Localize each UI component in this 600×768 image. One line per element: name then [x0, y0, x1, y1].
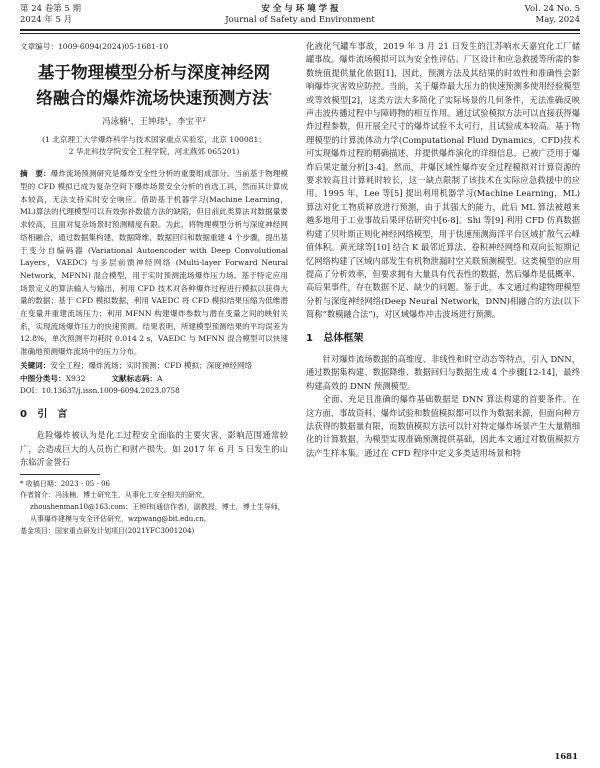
section-1-number: 1 [306, 332, 313, 344]
section-1-title: 总体框架 [323, 332, 364, 344]
title-line-1: 基于物理模型分析与深度神经网 [37, 63, 271, 83]
article-title [20, 61, 288, 110]
clc-value: X932 [65, 373, 86, 383]
abstract-text: 爆炸流场预测研究是爆炸安全性分析的重要组成部分。当前基于物理模型的 CFD 模拟已成为复杂空间下爆炸场景安全分析的首选工具，然而其计算成本较高，无法支持实时安全响应。借助基于机器学习(Machine Learning，ML)算法的代理模型可以有效弥补数值方法的缺陷，但目前此类算法对数据量要求较高，且面对复杂场景时预测精度有限。为此，将物理模型分析与深度神经网络相融合，通过数据集构建、数据降维、数据回归和数据重建 4 个步骤，提出基于变分自编码器 (Variational Autoencoder with Deep Convolutional Layers，VAEDC) 与多层前馈神经网络 (Multi-layer Forward Neural Network，MFNN) 混合模型，用于实时预测流场爆炸压力场。基于特定应用场景定义的算法输入与输出，利用 CFD 技术对各种爆炸过程进行模拟以获得大量的数据；基于 CFD 模拟数据，利用 VAEDC 将 CFD 模拟结果压缩为低维潜在变量并重建流场压力；利用 MFNN 构建爆炸参数与潜在变量之间的映射关系，实现流场爆炸压力的快速预测。结果表明，所建模型预测结果的平均误差为 12.8%，单次预测平均耗时 0.014 2 s，VAEDC 与 MFNN 混合模型可以快速准确地预测爆炸流场中的压力分布。 [20, 169, 288, 357]
footnote-fund: 基金项目：国家重点研发计划项目(2021YFC3001204) [20, 526, 195, 535]
section-0-title: 引 言 [37, 409, 68, 420]
affiliations [20, 134, 288, 158]
framework-paragraph-2: 全面、充足且准确的爆炸基础数据是 DNN 算法构建的首要条件。在这方面，事故资料、爆炸试验和数值模拟都可以作为数据来源，但面向种方法获得的数据量有限，而数值模拟方法可以针对特定爆炸场景产生大量精细化的计算数据，为模型实现准确预测提供基础，因此本文通过对数值模拟方法产生样本集。通过在 CFD 程序中定义多类适用场景和特 [306, 394, 580, 458]
intro-continued-paragraph: 化液化气罐车事故，2019 年 3 月 21 日发生的江苏响水天嘉宜化工厂储罐事故。爆炸流场模拟可以为安全性评估、厂区设计和应急救援等所需的参数统值提供量化依据[1]，因此，预测方法及其结果的时效性和准确性会影响爆炸灾害效应防控。当前，关于爆炸最大压力的快速预测多使用经验模型或等效模型[2]，这类方法大多简化了实际场景的几何条件，无法准确反映声击波传播过程中与障碍物的相互作用。通过试验模拟方法可以直接获得爆炸过程参数，但开展全尺寸的爆炸试验不太可行，且试验成本较高。基于物理模型的计算流体动力学(Computational Fluid Dynamics，CFD)技术可实现爆炸过程的精确描述，并提供爆炸演化的详细信息，已被广泛用于爆炸后果定量分析[3-4]。然而，并爆区域性爆炸安全过程模拟对计算资源的要求较高且计算耗时较长，这一缺点限制了该技术在实际应急救援中的应用。1995 年，Lee 等[5] 提出利用机器学习(Machine Learning，ML)算法对化工物质释放进行预测，由于其强大的能力，此后 ML 算法被越来越多地用于工业事故后果评估研究中[6-8]。Shi 等[9] 利用 CFD 仿真数据构建了贝叶斯正则化神经网络模型，用于快速预测海洋平台区域扩散气云峰值体积。黄光球等[10] 结合 K 最邻近算法、卷积神经网络和双向长短期记忆网络构建了区域内部发生有机物泄漏时空关联预测模型。这类模型的应用提高了分析效率，但要求拥有大量具有代表性的数据，然后爆炸是低概率、高后果事件，存在数据不足、缺少的问题。鉴于此，本文通过构建物理模型分析与深度神经网络(Deep Neural Network，DNN)相融合的方法(以下简称“数模融合法”)，对区域爆炸冲击波场进行预测。 [306, 41, 580, 320]
date-cn: 2024 年 5 月 [20, 15, 73, 25]
affiliation-2: 2 华北科技学院安全工程学院，河北燕郊 065201) [68, 147, 240, 157]
title-line-2 [20, 84, 288, 110]
right-column [306, 40, 580, 754]
section-0-number: 0 [20, 409, 27, 420]
classification [20, 373, 288, 386]
header-right [525, 4, 580, 26]
footnote-rule [20, 474, 100, 475]
affiliation-1: (1 北京理工大学爆炸科学与技术国家重点实验室，北京 100081； [42, 135, 266, 145]
footnote-author-intro: 作者简介：冯泳楠，博士研究生，从事化工安全相关的研究，zhoushenman10@163.com；王钟玮(通信作者)，副教授，博士，博士生导师，从事爆炸建模与安全评估研究，wzpwang@bit.edu.cn。 [20, 491, 285, 524]
clc-label: 中图分类号： [20, 373, 66, 383]
clc [20, 373, 85, 386]
doc-code-label: 文献标志码： [111, 373, 158, 383]
keywords [20, 360, 288, 373]
date-en: May, 2024 [535, 15, 580, 25]
title-footnote-mark: * [268, 92, 272, 100]
doi: DOI：10.13637/j.issn.1009-6094.2023.0758 [20, 386, 180, 396]
volume-en: Vol. 24 No. 5 [524, 4, 580, 14]
abstract [20, 168, 288, 359]
left-column [20, 40, 288, 538]
title-line-2-text: 络融合的爆炸流场快速预测方法 [36, 88, 269, 108]
header-center [20, 4, 580, 26]
abstract-label: 摘 要： [20, 169, 51, 179]
doc-code [111, 373, 162, 386]
doc-code-value: A [157, 373, 163, 383]
section-0-heading [20, 408, 288, 421]
intro-paragraph: 危险爆炸被认为是化工过程安全面临的主要灾害，影响范围通常较广，会造成巨大的人员伤亡和财产损失。如 2017 年 6 月 5 日发生的山东临沂金誉石 [20, 430, 288, 468]
authors: 冯泳楠¹，王钟玮¹，李宝平² [102, 116, 206, 127]
header-rule-thick [20, 29, 580, 31]
journal-name-cn: 安 全 与 环 境 学 报 [261, 4, 339, 14]
keywords-label: 关键词： [20, 360, 51, 370]
document-id: 文章编号：1009-6094(2024)05-1681-10 [20, 42, 169, 51]
footnote-received: * 收稿日期：2023 - 05 - 06 [20, 479, 110, 488]
header-rule-thin [20, 33, 580, 34]
journal-name-en: Journal of Safety and Environment [225, 15, 375, 25]
section-1-heading [306, 332, 580, 345]
page-number: 1681 [554, 752, 578, 762]
framework-paragraph-1: 针对爆炸流场数据的高维度、非线性和时空动态等特点，引入 DNN，通过数据集构建、数据降维、数据回归与数据生成 4 个步骤[12-14]，最终构建高效的 DNN 预测模型。 [306, 353, 580, 391]
running-header [20, 4, 580, 30]
keywords-text: 安全工程；爆炸流场；实时预测；CFD 模拟；深度神经网络 [50, 360, 253, 370]
volume-cn: 第 24 卷第 5 期 [20, 4, 82, 14]
